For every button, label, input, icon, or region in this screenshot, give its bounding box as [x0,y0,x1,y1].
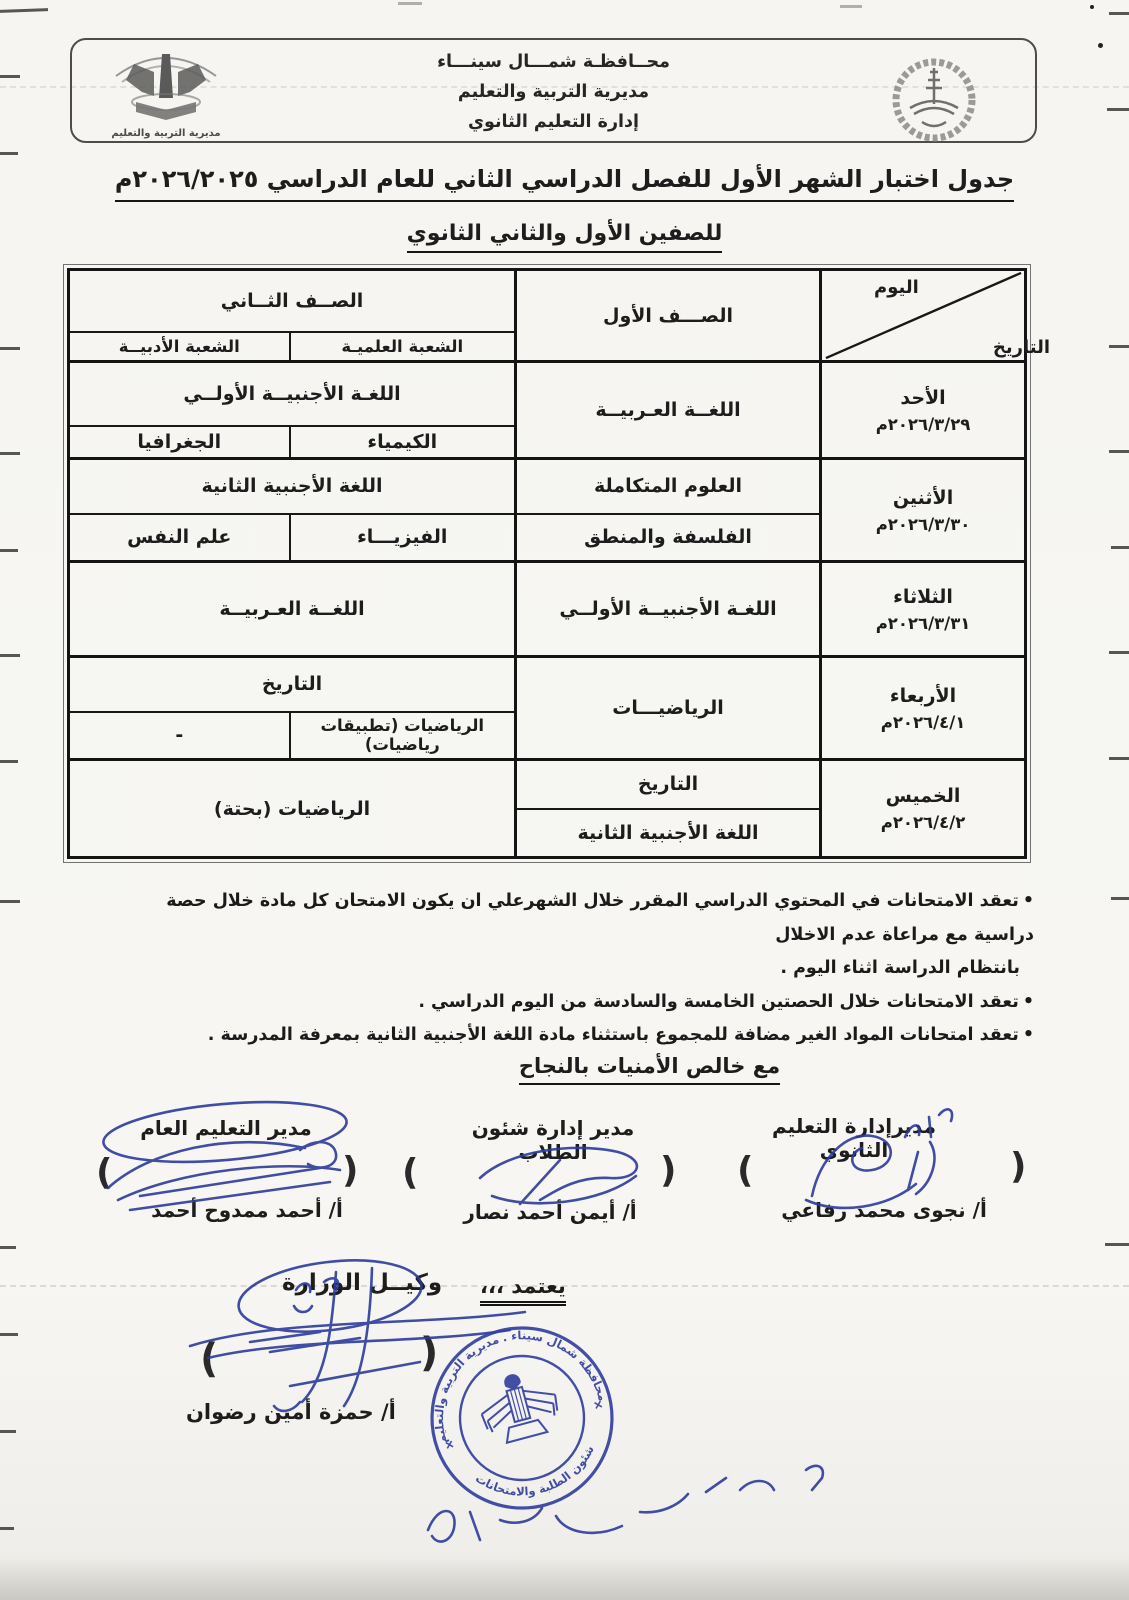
header-date-label: التاريخ [992,337,1051,358]
scan-mark [1109,12,1129,15]
scan-mark [0,347,20,350]
signatory-title-secondary-education: مديرإدارة التعليم الثانوي [772,1114,936,1162]
signatory-name-ayman: أ/ أيمن أحمد نصار [463,1200,637,1224]
scan-mark [1109,757,1129,760]
exam-notes [116,885,1034,1053]
signature-paren: ) [660,1150,677,1191]
scan-mark [1111,546,1129,549]
cell-thu-grade1-top: التاريخ [516,760,821,809]
day-date: ٢٠٢٦/٣/٣٠م [875,514,971,534]
day-name: الأثنين [892,486,954,509]
governorate-emblem-icon [884,52,984,148]
note-line [116,986,1034,1020]
header-grade2: الصــف الثــاني [69,270,516,332]
day-name: الأربعاء [889,684,957,707]
note-text: بانتظام الدراسة اثناء اليوم . [780,958,1020,979]
day-cell-tuesday [821,562,1026,657]
scan-shadow-bottom [0,1558,1129,1600]
deputy-minister-name: أ/ حمزة أمين رضوان [186,1400,396,1424]
cell-mon-grade2-sci: الفيزيـــاء [290,514,516,562]
org-governorate: محــافظـة شمـــال سينـــاء [437,52,670,72]
directorate-logo-icon [96,46,236,128]
header-day-label: اليوم [874,277,919,298]
scan-mark [1109,450,1129,453]
official-round-stamp [427,1323,617,1513]
bullet-marker: • [1022,891,1034,911]
document-subtitle-text: للصفين الأول والثاني الثانوي [407,221,723,253]
cell-mon-grade2-lit: علم النفس [69,514,290,562]
bullet-marker: • [1022,991,1034,1012]
document-title [0,165,1129,202]
day-name: الأحد [900,386,946,409]
scan-mark [0,75,20,78]
signature-paren: ( [402,1152,419,1193]
day-name: الثلاثاء [893,585,953,608]
cell-thu-grade1-bottom: اللغة الأجنبية الثانية [516,809,821,858]
scan-mark [1109,345,1129,348]
note-line [116,1019,1034,1053]
scan-mark [1109,651,1129,654]
approval-label: يعتمد ،،، [480,1274,566,1306]
cell-sun-grade2-sci: الكيمياء [290,426,516,459]
signatory-name-ahmed: أ/ أحمد ممدوح أحمد [151,1198,343,1222]
scan-mark [1107,108,1129,111]
day-date: ٢٠٢٦/٤/١م [880,712,966,732]
scan-mark [0,1430,16,1433]
signatory-name-nagwa: أ/ نجوى محمد رفاعي [781,1198,987,1222]
cell-wed-grade2-shared: التاريخ [69,657,516,712]
day-cell-wednesday [821,657,1026,760]
day-cell-sunday [821,362,1026,459]
header-grade1: الصـــف الأول [516,270,821,362]
cell-sun-grade2-lit: الجغرافيا [69,426,290,459]
document-title-text: جدول اختبار الشهر الأول للفصل الدراسي الثاني للعام الدراسي ٢٠٢٦/٢٠٢٥م [115,165,1014,202]
scan-mark [398,2,422,5]
exam-schedule-table [67,268,1051,859]
day-date: ٢٠٢٦/٤/٢م [880,813,966,832]
scan-mark [0,1333,18,1336]
cell-sun-grade1: اللغــة العـربيــة [516,362,821,459]
signature-paren: ( [96,1152,113,1193]
cell-mon-grade1-top: العلوم المتكاملة [516,459,821,514]
cell-mon-grade2-shared: اللغة الأجنبية الثانية [69,459,516,514]
day-date: ٢٠٢٦/٣/٢٩م [875,414,971,434]
scan-mark [0,654,20,657]
cell-wed-grade2-sci: الرياضيات (تطبيقات رياضيات) [290,712,516,760]
signatory-title-general-education: مدير التعليم العام [140,1116,312,1140]
scan-mark [0,1246,16,1249]
bullet-marker: • [1022,1025,1034,1046]
document-subtitle [0,221,1129,253]
signature-paren: ( [737,1150,754,1191]
header-scientific-branch: الشعبة العلميـة [290,332,516,362]
day-cell-thursday [821,760,1026,858]
cell-tue-grade2: اللغــة العـربيــة [69,562,516,657]
scan-mark [840,5,862,8]
scan-mark [1090,5,1094,9]
signatory-title-student-affairs: مدير إدارة شئون الطلاب [471,1116,635,1164]
scan-mark [1111,897,1129,900]
note-line [116,952,1034,986]
signature-paren: ) [1010,1146,1027,1187]
closing-wishes [170,1054,1129,1085]
cell-wed-grade1: الرياضيـــات [516,657,821,760]
stamp-bottom-text: شئون الطلبة والامتحانات [473,1443,597,1499]
scan-mark [0,900,20,903]
scan-mark [0,760,18,763]
header-day-date-cell [821,270,1051,362]
scan-mark [0,1527,14,1530]
cell-wed-grade2-lit: - [69,712,290,760]
note-line [116,885,1034,952]
scan-mark [1098,43,1103,48]
signature-paren: ( [200,1336,219,1382]
header-literary-branch: الشعبة الأدبيــة [69,332,290,362]
scan-mark [0,152,18,155]
cell-tue-grade1: اللغـة الأجنبيــة الأولــي [516,562,821,657]
stamp-top-text: محافظة شمال سيناء . مديرية التربية والتعليم [432,1328,611,1446]
scan-mark [0,452,20,455]
day-cell-monday [821,459,1026,562]
directorate-logo-caption: مديرية التربية والتعليم [111,128,221,139]
cell-mon-grade1-bottom: الفلسفة والمنطق [516,514,821,562]
cell-sun-grade2-shared: اللغـة الأجنبيــة الأولــي [69,362,516,426]
closing-wishes-text: مع خالص الأمنيات بالنجاح [519,1054,780,1085]
scan-mark [1105,1243,1129,1246]
scan-mark [0,549,18,552]
org-administration: إدارة التعليم الثانوي [467,112,640,133]
signature-paren: ) [420,1330,439,1376]
signature-paren: ) [342,1150,359,1191]
letterhead-text [332,47,775,137]
scan-mark [0,8,48,12]
note-text: تعقد امتحانات المواد الغير مضافة للمجموع باستثناء مادة اللغة الأجنبية الثانية بمعرفة المدرسة . [207,1025,1019,1046]
org-directorate: مديرية التربية والتعليم [457,82,650,103]
cell-thu-grade2: الرياضيات (بحتة) [69,760,516,858]
note-text: تعقد الامتحانات في المحتوي الدراسي المقرر خلال الشهرعلي ان يكون الامتحان كل مادة خلال حصة دراسية مع مراعاة عدم الاخلال [166,891,1034,945]
day-name: الخميس [885,785,961,807]
day-date: ٢٠٢٦/٣/٣١م [875,613,971,633]
deputy-minister-title: وكيــل الوزارة [282,1270,443,1296]
note-text: تعقد الامتحانات خلال الحصتين الخامسة والسادسة من اليوم الدراسي . [418,991,1019,1012]
